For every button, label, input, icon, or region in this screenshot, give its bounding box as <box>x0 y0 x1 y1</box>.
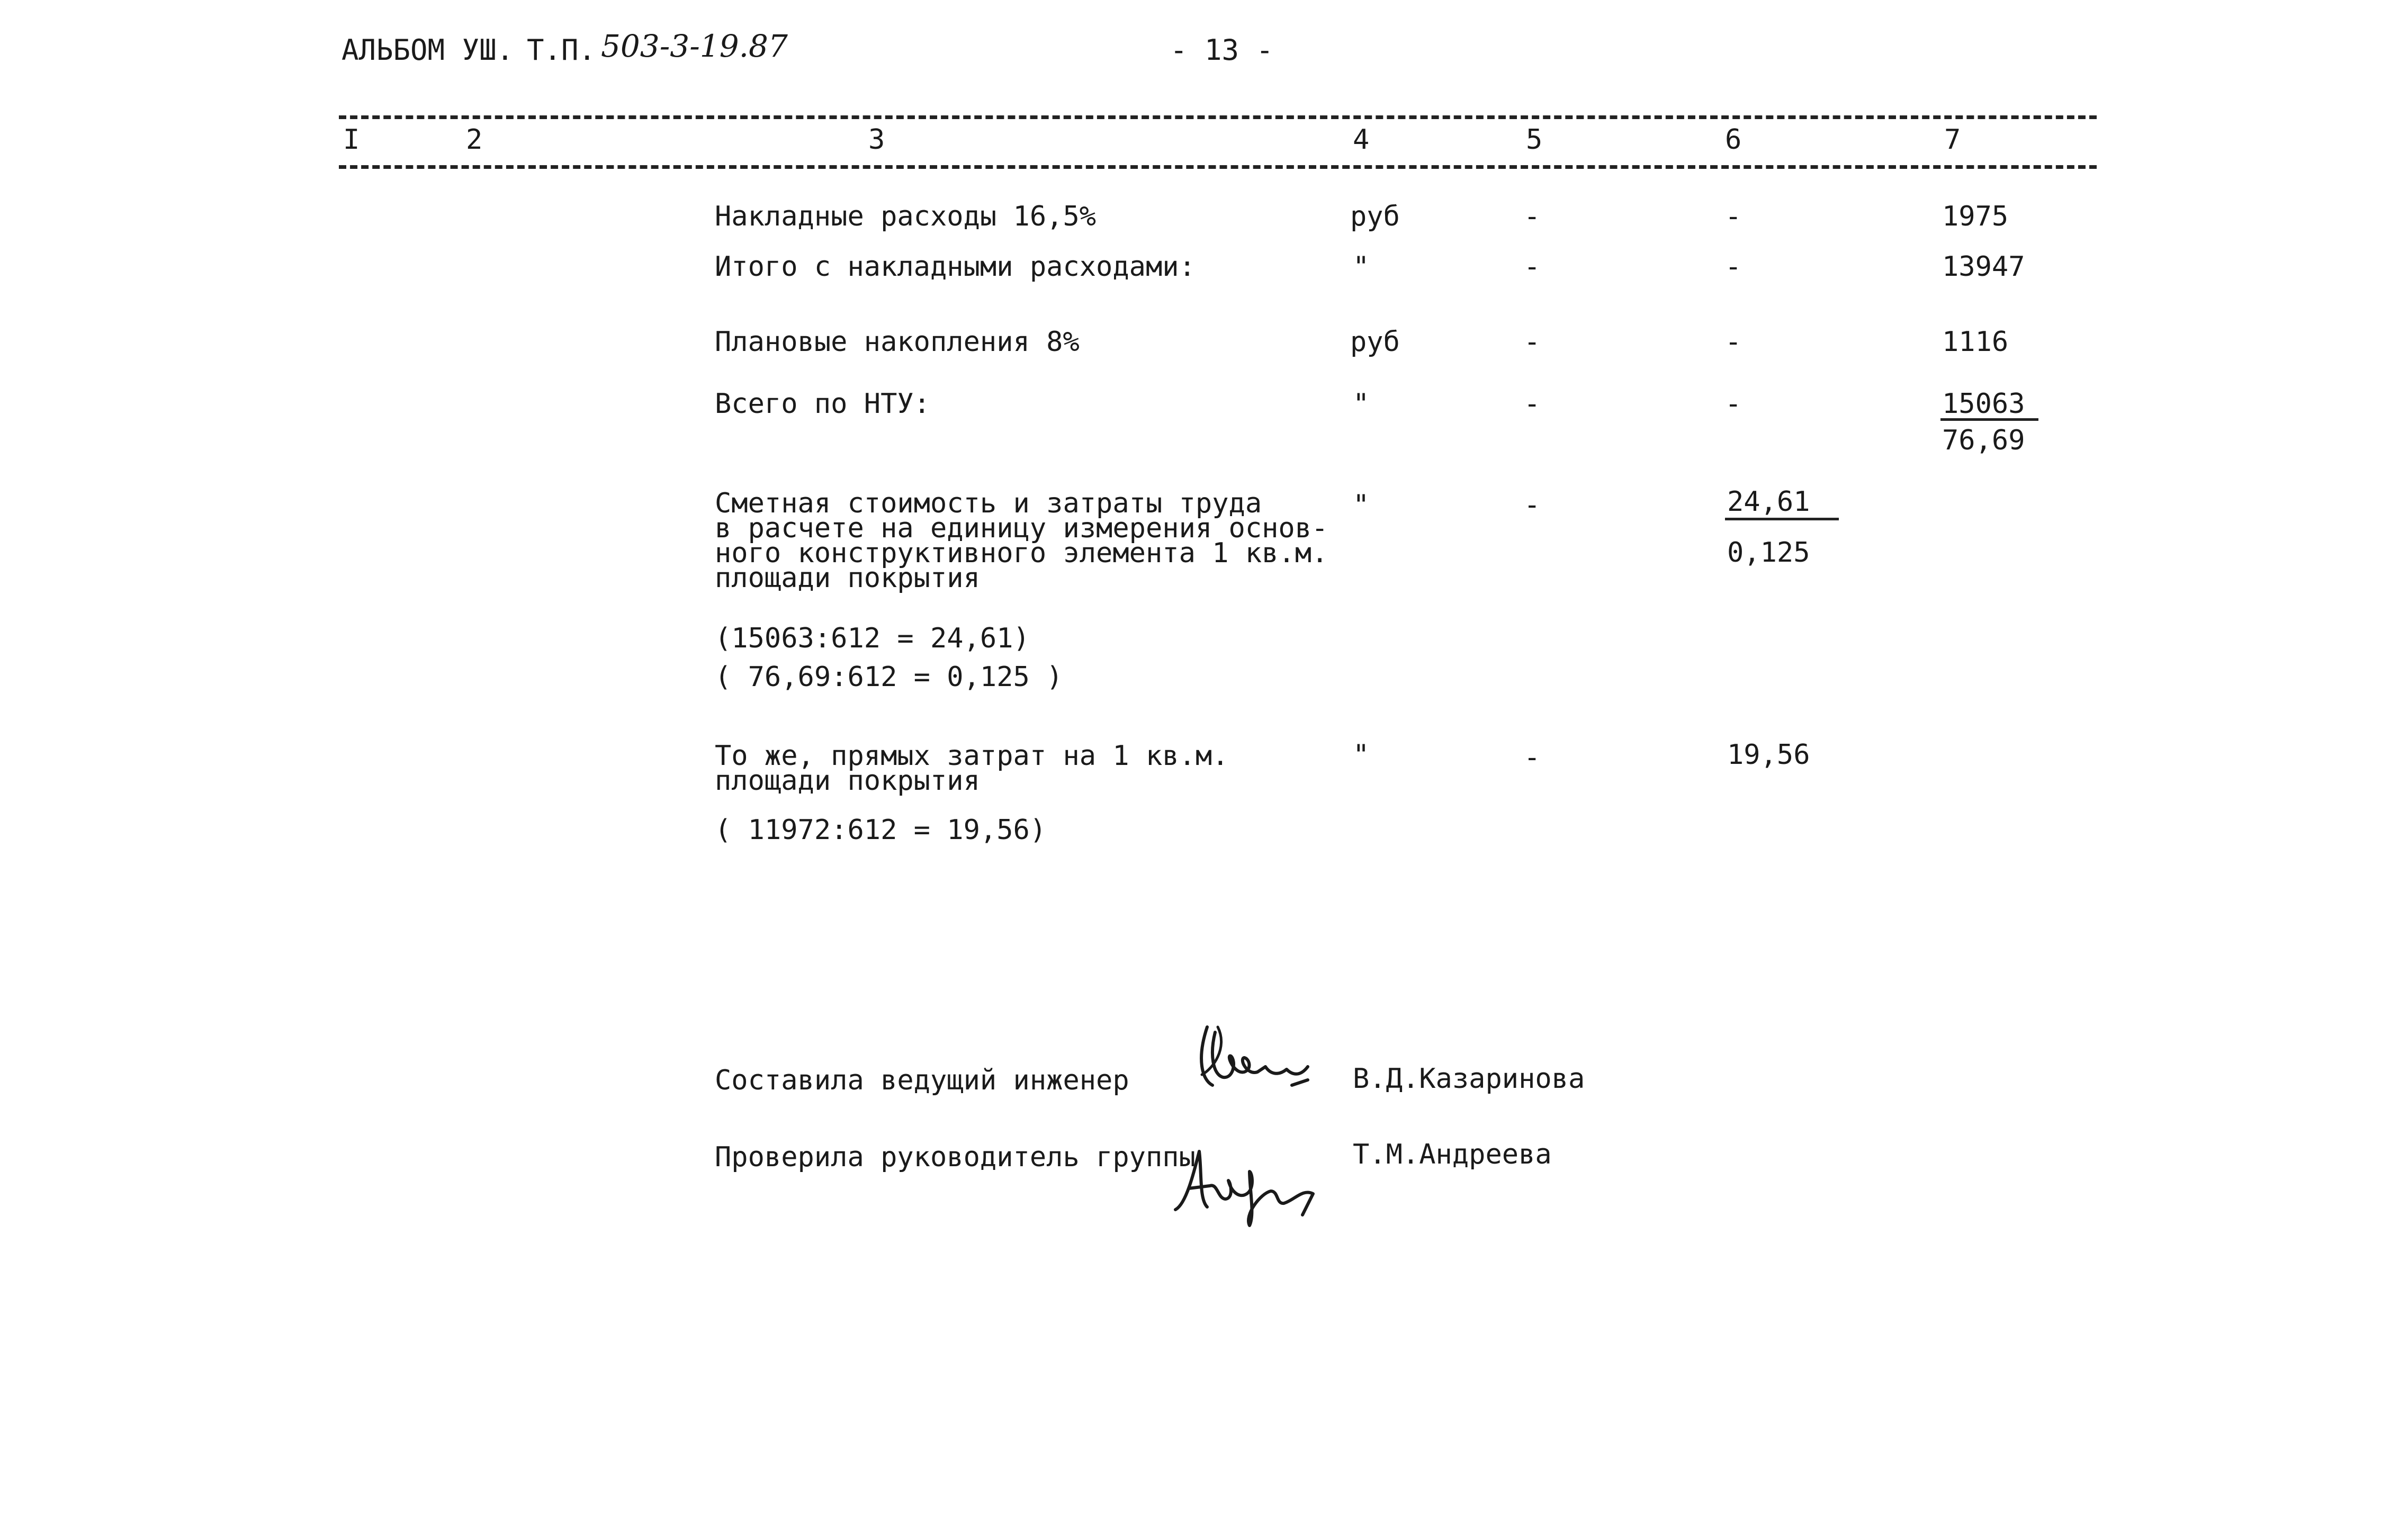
row-total-unit: " <box>1353 388 1370 420</box>
row-subtotal-col7: 13947 <box>1942 251 2025 283</box>
row-planned-unit: руб <box>1350 326 1400 358</box>
direct-cost-unit: " <box>1353 739 1370 771</box>
unit-cost-line-1: Сметная стоимость и затраты труда <box>715 488 1262 519</box>
compiled-by-label: Составила ведущий инженер <box>715 1065 1129 1096</box>
column-header-6: 6 <box>1725 124 1742 156</box>
compiled-by-name: В.Д.Казаринова <box>1353 1063 1585 1095</box>
row-total-col7-numerator: 15063 <box>1942 388 2025 420</box>
column-header-2: 2 <box>466 124 483 156</box>
header-bottom-rule <box>339 165 2097 169</box>
column-header-3: 3 <box>868 124 885 156</box>
row-planned-col6: - <box>1725 326 1742 358</box>
direct-cost-line-1: То же, прямых затрат на 1 кв.м. <box>715 740 1229 772</box>
direct-cost-col6: 19,56 <box>1727 739 1810 771</box>
unit-cost-line-2: в расчете на единицу измерения основ- <box>715 512 1328 544</box>
row-total-col6: - <box>1725 388 1742 420</box>
compiled-signature-icon <box>1186 1016 1324 1112</box>
unit-cost-calc-1: (15063:612 = 24,61) <box>715 623 1030 654</box>
checked-by-name: Т.М.Андреева <box>1353 1139 1552 1170</box>
row-total-col5: - <box>1524 388 1541 420</box>
unit-cost-col6-denominator: 0,125 <box>1727 537 1810 569</box>
unit-cost-col6-numerator: 24,61 <box>1727 486 1810 518</box>
unit-cost-description <box>715 488 1328 594</box>
row-subtotal-unit: " <box>1353 251 1370 283</box>
direct-cost-line-2: площади покрытия <box>715 765 980 797</box>
row-subtotal-col5: - <box>1524 251 1541 283</box>
row-overhead-col7: 1975 <box>1942 201 2009 232</box>
unit-cost-line-4: площади покрытия <box>715 562 980 594</box>
album-label: АЛЬБОМ УШ. <box>342 33 514 67</box>
row-overhead-col5: - <box>1524 201 1541 232</box>
project-prefix: Т.П. <box>527 33 596 67</box>
unit-cost-col5: - <box>1524 489 1541 521</box>
column-header-7: 7 <box>1944 124 1961 156</box>
row-subtotal-col6: - <box>1725 251 1742 283</box>
row-total-label: Всего по НТУ: <box>715 388 930 420</box>
row-overhead-label: Накладные расходы 16,5% <box>715 201 1097 232</box>
unit-cost-unit: " <box>1353 489 1370 521</box>
row-overhead-unit: руб <box>1350 201 1400 232</box>
direct-cost-col5: - <box>1524 742 1541 773</box>
unit-cost-calc-2: ( 76,69:612 = 0,125 ) <box>715 661 1063 693</box>
row-total-col7-denominator: 76,69 <box>1942 425 2025 456</box>
project-number: 503-3-19.87 <box>601 28 788 64</box>
row-planned-col7: 1116 <box>1942 326 2009 358</box>
column-header-1: I <box>343 124 360 156</box>
row-overhead-col6: - <box>1725 201 1742 232</box>
row-planned-label: Плановые накопления 8% <box>715 326 1080 358</box>
row-planned-col5: - <box>1524 326 1541 358</box>
unit-cost-fraction-line <box>1725 518 1839 520</box>
direct-cost-description <box>715 740 1229 797</box>
column-header-4: 4 <box>1353 124 1370 156</box>
direct-cost-calc: ( 11972:612 = 19,56) <box>715 814 1047 846</box>
unit-cost-line-3: ного конструктивного элемента 1 кв.м. <box>715 537 1328 569</box>
row-subtotal-label: Итого с накладными расходами: <box>715 251 1196 283</box>
column-header-5: 5 <box>1526 124 1543 156</box>
checked-by-label: Проверила руководитель группы <box>715 1141 1196 1173</box>
header-top-rule <box>339 115 2097 119</box>
checked-signature-icon <box>1170 1141 1329 1231</box>
row-total-fraction-line <box>1940 418 2038 421</box>
page-number: - 13 - <box>1170 33 1274 67</box>
